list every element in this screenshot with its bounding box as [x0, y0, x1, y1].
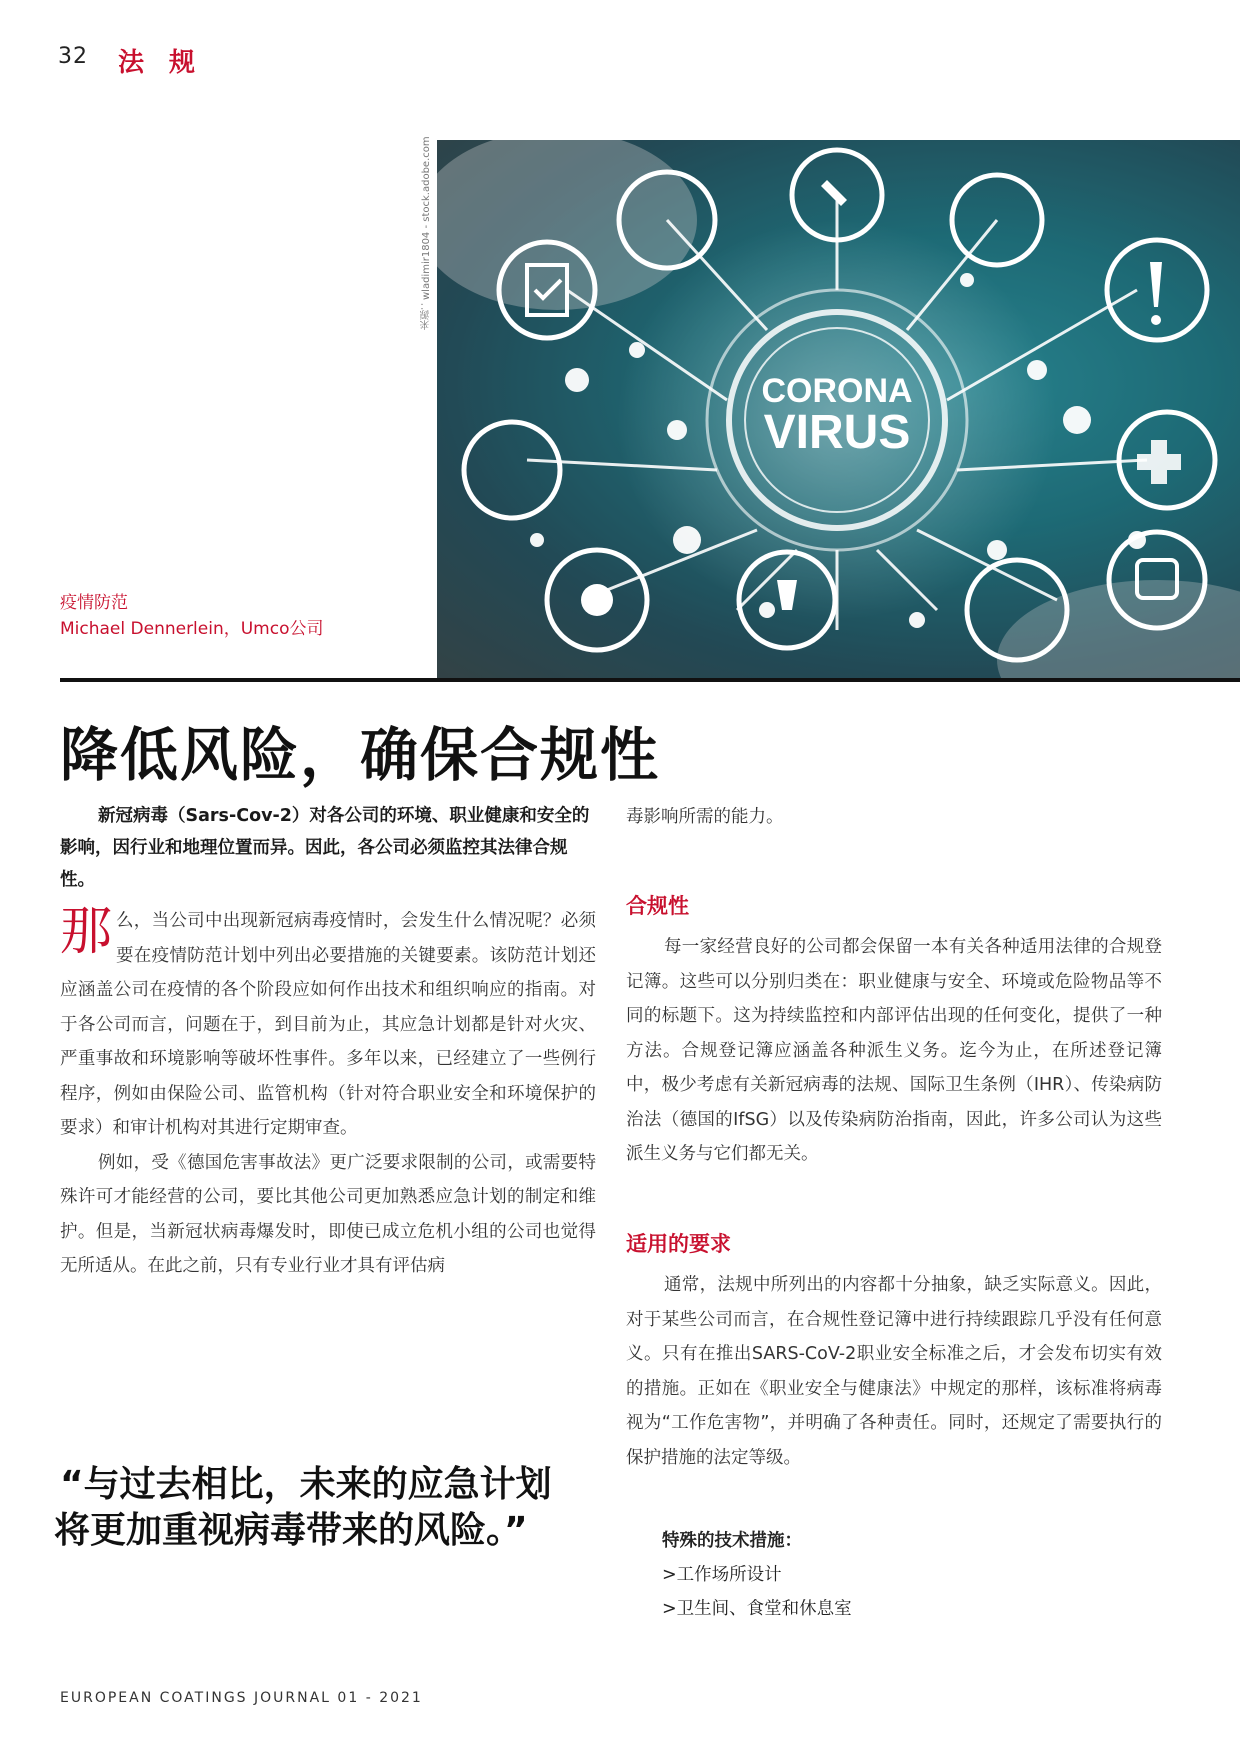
paragraph-1: [60, 904, 596, 1146]
pull-quote-line2: 将更加重视病毒带来的风险。”: [54, 1510, 528, 1551]
requirements-section: [626, 1268, 1162, 1475]
heading-compliance: 合规性: [626, 894, 689, 918]
technical-measures: [662, 1524, 852, 1626]
drop-cap: 那: [60, 902, 113, 962]
article-kicker: 疫情防范: [60, 593, 128, 613]
compliance-section: [626, 930, 1162, 1172]
article-lead: 新冠病毒（Sars-Cov-2）对各公司的环境、职业健康和安全的影响，因行业和地理位置而异。因此，各公司必须监控其法律合规性。: [60, 806, 590, 890]
measures-heading: 特殊的技术措施：: [662, 1531, 802, 1551]
heading-requirements: 适用的要求: [626, 1232, 731, 1256]
image-credit: 来源：wladimir1804 - stock.adobe.com: [421, 136, 432, 330]
hero-center-line1: CORONA: [761, 372, 913, 410]
pull-quote: [54, 1462, 600, 1554]
requirements-paragraph: 通常，法规中所列出的内容都十分抽象，缺乏实际意义。因此，对于某些公司而言，在合规性登记簿中进行持续跟踪几乎没有任何意义。只有在推出SARS-CoV-2职业安全标准之后，才会发布切实有效的措施。正如在《职业安全与健康法》中规定的那样，该标准将病毒视为“工作危害物”，并明确了各种责任。同时，还规定了需要执行的保护措施的法定等级。: [626, 1275, 1162, 1468]
paragraph-2-continued: 毒影响所需的能力。: [626, 807, 784, 827]
paragraph-1-text: 么，当公司中出现新冠病毒疫情时，会发生什么情况呢？必须要在疫情防范计划中列出必要措施的关键要素。该防范计划还应涵盖公司在疫情的各个阶段应如何作出技术和组织响应的指南。对于各公司而言，问题在于，到目前为止，其应急计划都是针对火灾、严重事故和环境影响等破坏性事件。多年以来，已经建立了一些例行程序，例如由保险公司、监管机构（针对符合职业安全和环境保护的要求）和审计机构对其进行定期审查。: [60, 911, 596, 1138]
pull-quote-line1: “与过去相比，未来的应急计划: [60, 1464, 552, 1505]
title-rule: [60, 678, 1240, 682]
page-number: 32: [58, 44, 88, 69]
journal-footer: EUROPEAN COATINGS JOURNAL 01 - 2021: [60, 1690, 423, 1706]
article-title: 降低风险，确保合规性: [60, 721, 661, 789]
left-column: [60, 904, 596, 1284]
measures-item: >卫生间、食堂和休息室: [662, 1599, 852, 1619]
paragraph-2: 例如，受《德国危害事故法》更广泛要求限制的公司，或需要特殊许可才能经营的公司，要比其他公司更加熟悉应急计划的制定和维护。但是，当新冠状病毒爆发时，即使已成立危机小组的公司也觉得无所适从。在此之前，只有专业行业才具有评估病: [60, 1152, 596, 1276]
hero-center-line2: VIRUS: [763, 406, 911, 459]
article-author: Michael Dennerlein，Umco公司: [60, 619, 324, 639]
measures-item: >工作场所设计: [662, 1565, 782, 1585]
compliance-paragraph: 每一家经营良好的公司都会保留一本有关各种适用法律的合规登记簿。这些可以分别归类在：职业健康与安全、环境或危险物品等不同的标题下。这为持续监控和内部评估出现的任何变化，提供了一种方法。合规登记簿应涵盖各种派生义务。迄今为止，在所述登记簿中，极少考虑有关新冠病毒的法规、国际卫生条例（IHR）、传染病防治法（德国的IfSG）以及传染病防治指南，因此，许多公司认为这些派生义务与它们都无关。: [626, 937, 1162, 1164]
hero-image: [437, 140, 1240, 680]
section-label: 法 规: [118, 48, 204, 78]
